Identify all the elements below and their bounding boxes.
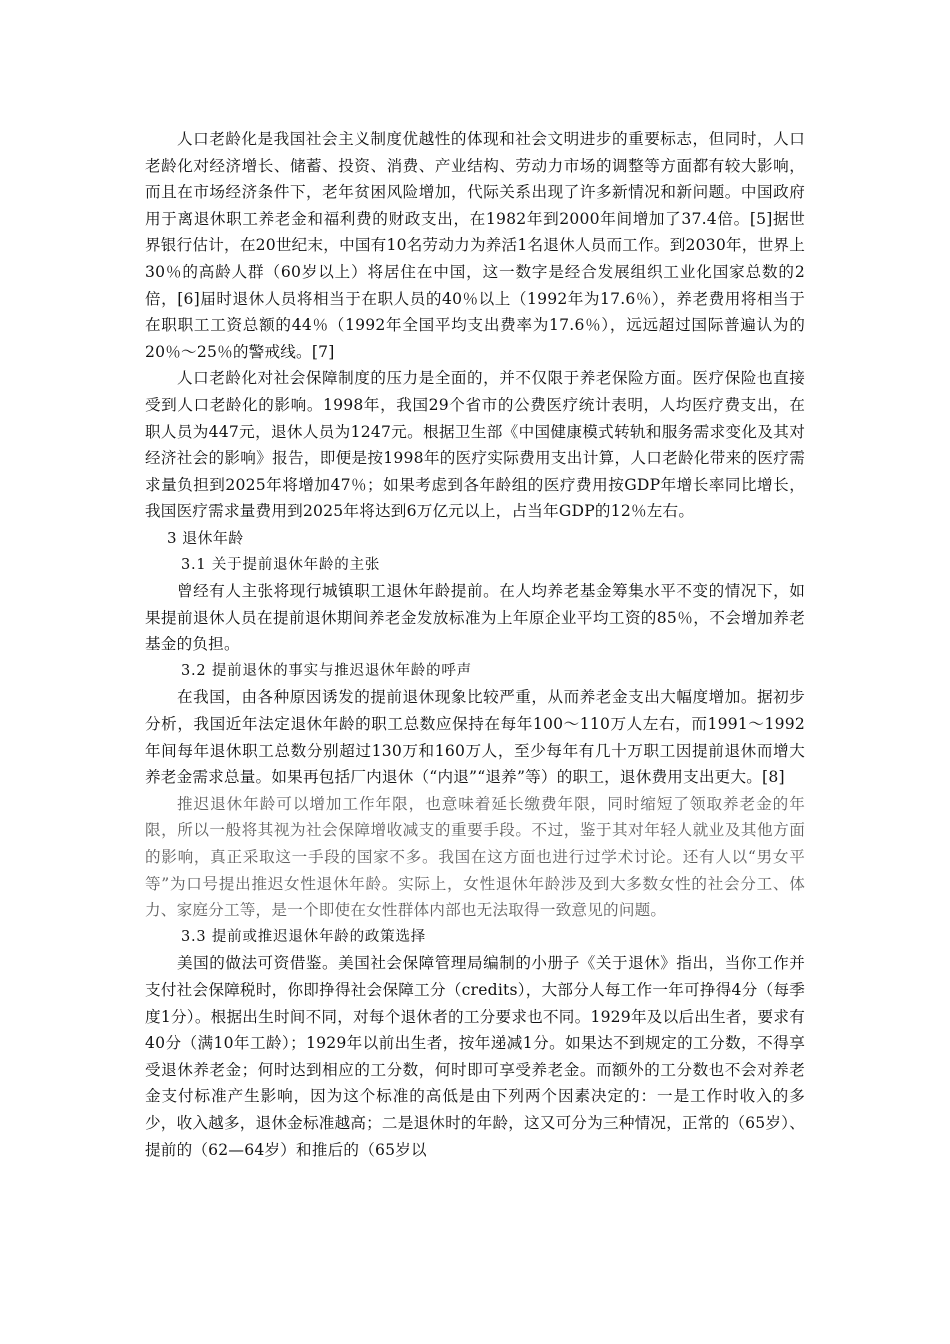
paragraph-us-policy: 美国的做法可资借鉴。美国社会保障管理局编制的小册子《关于退休》指出，当你工作并支付社会保障税时，你即挣得社会保障工分（credits），大部分人每工作一年可挣得4分（每季度1分）。根据出生时间不同，对每个退休者的工分要求也不同。1929年及以后出生者，要求有40分（满10年工龄）；1929年以前出生者，按年递减1分。如果达不到规定的工分数，不得享受退休养老金；何时达到相应的工分数，何时即可享受养老金。而额外的工分数也不会对养老金支付标准产生影响，因为这个标准的高低是由下列两个因素决定的：一是工作时收入的多少，收入越多，退休金标准越高；二是退休时的年龄，这又可分为三种情况，正常的（65岁）、提前的（62—64岁）和推后的（65岁以 — [145, 954, 805, 1159]
paragraph-early-retirement-proposal: 曾经有人主张将现行城镇职工退休年龄提前。在人均养老基金筹集水平不变的情况下，如果提前退休人员在提前退休期间养老金发放标准为上年原企业平均工资的85％，不会增加养老基金的负担。 — [145, 582, 805, 654]
section-heading-retirement-age: 3 退休年龄 — [167, 528, 244, 547]
paragraph-aging-overview: 人口老龄化是我国社会主义制度优越性的体现和社会文明进步的重要标志，但同时，人口老龄化对经济增长、储蓄、投资、消费、产业结构、劳动力市场的调整等方面都有较大影响，而且在市场经济条件下，老年贫困风险增加，代际关系出现了许多新情况和新问题。中国政府用于离退休职工养老金和福利费的财政支出，在1982年到2000年间增加了37.4倍。[5]据世界银行估计，在20世纪末，中国有10名劳动力为养活1名退休人员而工作。到2030年，世界上30％的高龄人群（60岁以上）将居住在中国，这一数字是经合发展组织工业化国家总数的2倍，[6]届时退休人员将相当于在职人员的40％以上（1992年为17.6％），养老费用将相当于在职职工工资总额的44％（1992年全国平均支出费率为17.6％），远远超过国际普遍认为的20％～25％的警戒线。[7] — [145, 130, 805, 361]
paragraph-medical-insurance: 人口老龄化对社会保障制度的压力是全面的，并不仅限于养老保险方面。医疗保险也直接受到人口老龄化的影响。1998年，我国29个省市的公费医疗统计表明，人均医疗费支出，在职人员为447元，退休人员为1247元。根据卫生部《中国健康模式转轨和服务需求变化及其对经济社会的影响》报告，即便是按1998年的医疗实际费用支出计算，人口老龄化带来的医疗需求量负担到2025年将增加47％；如果考虑到各年龄组的医疗费用按GDP年增长率同比增长，我国医疗需求量费用到2025年将达到6万亿元以上，占当年GDP的12％左右。 — [145, 369, 805, 521]
subsection-heading-3-2: 3.2 提前退休的事实与推迟退休年龄的呼声 — [181, 662, 472, 679]
subsection-heading-3-3: 3.3 提前或推迟退休年龄的政策选择 — [181, 928, 427, 945]
document-page — [145, 126, 805, 1163]
paragraph-early-retirement-facts: 在我国，由各种原因诱发的提前退休现象比较严重，从而养老金支出大幅度增加。据初步分析，我国近年法定退休年龄的职工总数应保持在每年100～110万人左右，而1991～1992年间每年退休职工总数分别超过130万和160万人，至少每年有几十万职工因提前退休而增大养老金需求总量。如果再包括厂内退休（“内退”“退养”等）的职工，退休费用支出更大。[8] — [145, 688, 805, 787]
subsection-heading-3-1: 3.1 关于提前退休年龄的主张 — [181, 556, 381, 573]
paragraph-delay-retirement: 推迟退休年龄可以增加工作年限，也意味着延长缴费年限，同时缩短了领取养老金的年限，所以一般将其视为社会保障增收减支的重要手段。不过，鉴于其对年轻人就业及其他方面的影响，真正采取这一手段的国家不多。我国在这方面也进行过学术讨论。还有人以“男女平等”为口号提出推迟女性退休年龄。实际上，女性退休年龄涉及到大多数女性的社会分工、体力、家庭分工等，是一个即使在女性群体内部也无法取得一致意见的问题。 — [145, 794, 805, 920]
